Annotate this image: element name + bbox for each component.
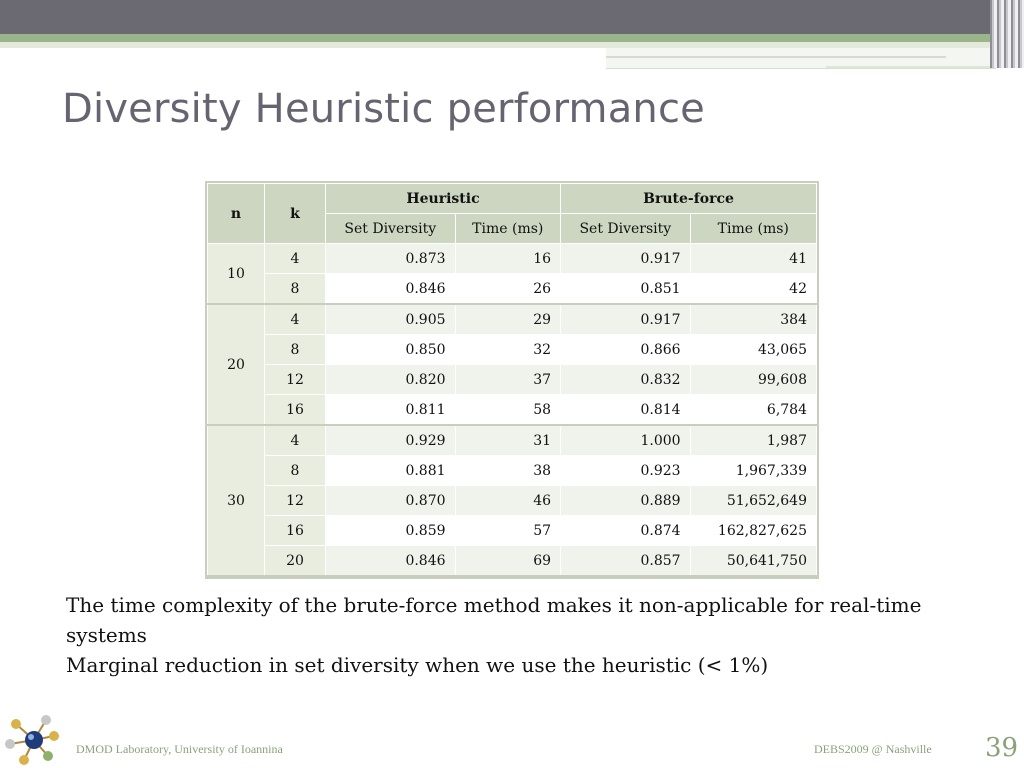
- brute-diversity-cell: 0.814: [561, 395, 691, 426]
- header-n: n: [208, 184, 265, 244]
- heuristic-time-cell: 46: [455, 486, 561, 516]
- heuristic-time-cell: 38: [455, 456, 561, 486]
- table-row: [208, 516, 817, 546]
- header-time: Time (ms): [455, 214, 561, 244]
- table-row: [208, 456, 817, 486]
- heuristic-time-cell: 57: [455, 516, 561, 546]
- footer-lab-name: DMOD Laboratory, University of Ioannina: [76, 742, 283, 756]
- k-cell: 16: [265, 395, 326, 426]
- group-n-cell: 10: [208, 244, 265, 305]
- heuristic-time-cell: 37: [455, 365, 561, 395]
- k-cell: 8: [265, 335, 326, 365]
- k-cell: 16: [265, 516, 326, 546]
- heuristic-diversity-cell: 0.850: [326, 335, 456, 365]
- heuristic-time-cell: 26: [455, 274, 561, 305]
- table-row: [208, 274, 817, 305]
- header-set-diversity: Set Diversity: [326, 214, 456, 244]
- brute-time-cell: 99,608: [690, 365, 816, 395]
- brute-time-cell: 384: [690, 304, 816, 335]
- page-number: 39: [985, 733, 1019, 763]
- group-n-cell: 20: [208, 304, 265, 425]
- brute-diversity-cell: 0.832: [561, 365, 691, 395]
- body-paragraph: The time complexity of the brute-force method makes it non-applicable for real-time systems: [66, 593, 922, 647]
- heuristic-time-cell: 29: [455, 304, 561, 335]
- brute-time-cell: 162,827,625: [690, 516, 816, 546]
- table-row: [208, 546, 817, 577]
- brute-time-cell: 43,065: [690, 335, 816, 365]
- table-row: [208, 304, 817, 335]
- k-cell: 12: [265, 486, 326, 516]
- slide-title: Diversity Heuristic performance: [62, 86, 705, 132]
- heuristic-diversity-cell: 0.873: [326, 244, 456, 274]
- heuristic-time-cell: 58: [455, 395, 561, 426]
- results-table: [207, 183, 817, 577]
- heuristic-time-cell: 16: [455, 244, 561, 274]
- brute-diversity-cell: 0.889: [561, 486, 691, 516]
- table-row: [208, 395, 817, 426]
- brute-diversity-cell: 1.000: [561, 425, 691, 456]
- header-line-decoration: [826, 66, 996, 68]
- k-cell: 8: [265, 456, 326, 486]
- brute-diversity-cell: 0.866: [561, 335, 691, 365]
- brute-time-cell: 6,784: [690, 395, 816, 426]
- k-cell: 4: [265, 425, 326, 456]
- brute-time-cell: 50,641,750: [690, 546, 816, 577]
- group-n-cell: 30: [208, 425, 265, 576]
- heuristic-diversity-cell: 0.820: [326, 365, 456, 395]
- k-cell: 8: [265, 274, 326, 305]
- heuristic-diversity-cell: 0.859: [326, 516, 456, 546]
- corner-stripes-decoration: [990, 0, 1024, 68]
- k-cell: 12: [265, 365, 326, 395]
- brute-diversity-cell: 0.851: [561, 274, 691, 305]
- k-cell: 20: [265, 546, 326, 577]
- header-set-diversity: Set Diversity: [561, 214, 691, 244]
- k-cell: 4: [265, 244, 326, 274]
- heuristic-time-cell: 69: [455, 546, 561, 577]
- table-row: [208, 365, 817, 395]
- header-time: Time (ms): [690, 214, 816, 244]
- top-banner-dark: [0, 0, 1024, 34]
- header-k: k: [265, 184, 326, 244]
- brute-diversity-cell: 0.923: [561, 456, 691, 486]
- brute-diversity-cell: 0.874: [561, 516, 691, 546]
- heuristic-time-cell: 31: [455, 425, 561, 456]
- lab-logo-icon: [2, 712, 62, 768]
- body-paragraph: Marginal reduction in set diversity when we use the heuristic (< 1%): [66, 653, 769, 677]
- footer-event: DEBS2009 @ Nashville: [814, 742, 932, 756]
- table-row: [208, 425, 817, 456]
- heuristic-time-cell: 32: [455, 335, 561, 365]
- header-line-decoration: [606, 56, 946, 58]
- brute-diversity-cell: 0.917: [561, 244, 691, 274]
- k-cell: 4: [265, 304, 326, 335]
- heuristic-diversity-cell: 0.881: [326, 456, 456, 486]
- brute-time-cell: 41: [690, 244, 816, 274]
- slide-body: [66, 590, 996, 680]
- brute-time-cell: 42: [690, 274, 816, 305]
- brute-time-cell: 51,652,649: [690, 486, 816, 516]
- heuristic-diversity-cell: 0.870: [326, 486, 456, 516]
- heuristic-diversity-cell: 0.905: [326, 304, 456, 335]
- top-banner-green: [0, 34, 1024, 42]
- heuristic-diversity-cell: 0.846: [326, 546, 456, 577]
- brute-time-cell: 1,987: [690, 425, 816, 456]
- brute-diversity-cell: 0.857: [561, 546, 691, 577]
- header-heuristic: Heuristic: [326, 184, 561, 214]
- heuristic-diversity-cell: 0.811: [326, 395, 456, 426]
- table-row: [208, 244, 817, 274]
- header-brute-force: Brute-force: [561, 184, 817, 214]
- heuristic-diversity-cell: 0.846: [326, 274, 456, 305]
- table-row: [208, 335, 817, 365]
- brute-time-cell: 1,967,339: [690, 456, 816, 486]
- brute-diversity-cell: 0.917: [561, 304, 691, 335]
- heuristic-diversity-cell: 0.929: [326, 425, 456, 456]
- table-row: [208, 486, 817, 516]
